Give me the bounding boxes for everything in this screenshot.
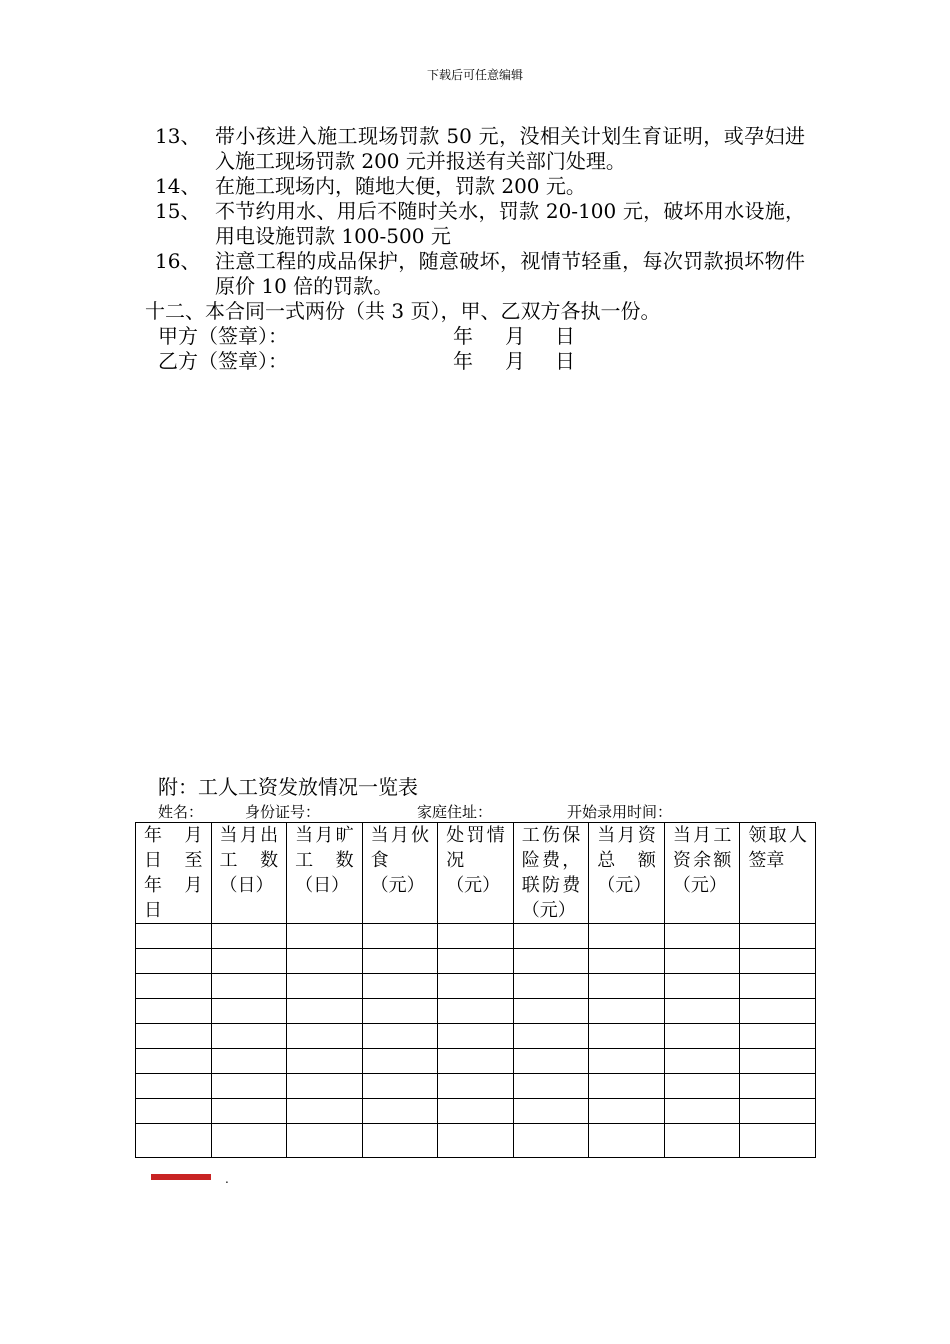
column-header-absence: 当月旷工 数（日） [287,823,363,924]
table-cell [589,1124,665,1158]
clause-number: 16、 [155,249,201,273]
column-header-total-wage: 当月资总 额（元） [589,823,665,924]
table-cell [136,1049,212,1074]
table-row [136,924,816,949]
table-cell [438,999,514,1024]
table-row [136,999,816,1024]
table-cell [513,974,589,999]
table-cell [513,1099,589,1124]
table-cell [211,924,287,949]
column-header-attendance: 当月出工 数（日） [211,823,287,924]
table-cell [211,1099,287,1124]
table-cell [287,1024,363,1049]
table-cell [664,974,740,999]
table-cell [362,974,438,999]
table-cell [287,1049,363,1074]
date-year: 年 [453,324,473,348]
table-cell [513,999,589,1024]
column-header-penalty: 处罚情况（元） [438,823,514,924]
table-cell [664,924,740,949]
info-address-label: 家庭住址： [417,803,493,821]
table-cell [438,949,514,974]
table-cell [589,1099,665,1124]
table-cell [362,999,438,1024]
table-cell [287,1124,363,1158]
table-cell [287,924,363,949]
info-name-label: 姓名： [158,803,204,821]
table-cell [664,1049,740,1074]
table-cell [513,949,589,974]
table-cell [211,1124,287,1158]
table-cell [513,1074,589,1099]
table-cell [664,1024,740,1049]
table-cell [287,1099,363,1124]
column-header-wage-balance: 当月工资余额（元） [664,823,740,924]
table-cell [740,1124,816,1158]
table-cell [136,924,212,949]
date-year: 年 [453,349,473,373]
clause-text: 注意工程的成品保护，随意破坏，视情节轻重，每次罚款损坏物件原价 10 倍的罚款。 [215,249,805,298]
table-row [136,974,816,999]
table-cell [589,924,665,949]
table-cell [287,1074,363,1099]
table-cell [589,1049,665,1074]
table-cell [211,974,287,999]
table-cell [362,1099,438,1124]
clause-number: 15、 [155,199,201,223]
party-b-signature: 乙方（签章）： [158,349,288,373]
table-cell [136,1099,212,1124]
date-day: 日 [555,324,575,348]
table-cell [438,924,514,949]
table-row [136,1049,816,1074]
table-cell [589,1074,665,1099]
table-cell [211,1074,287,1099]
column-header-meals: 当月伙食（元） [362,823,438,924]
table-cell [589,999,665,1024]
table-cell [211,949,287,974]
attachment-title: 附：工人工资发放情况一览表 [158,775,418,799]
table-cell [287,949,363,974]
table-cell [740,1099,816,1124]
table-cell [438,1124,514,1158]
clause-text: 在施工现场内，随地大便，罚款 200 元。 [215,174,586,198]
table-cell [740,1049,816,1074]
table-cell [740,1074,816,1099]
clause-12: 十二、本合同一式两份（共 3 页），甲、乙双方各执一份。 [145,299,661,323]
clause-text: 不节约用水、用后不随时关水，罚款 20-100 元，破坏用水设施，用电设施罚款 100-500 元 [215,199,805,248]
party-a-signature: 甲方（签章）： [158,324,288,348]
footer-red-bar [151,1174,211,1180]
table-cell [362,1024,438,1049]
info-start-date-label: 开始录用时间： [567,803,673,821]
table-cell [740,924,816,949]
table-cell [136,1024,212,1049]
table-cell [362,924,438,949]
table-cell [211,1049,287,1074]
table-cell [664,999,740,1024]
table-cell [211,999,287,1024]
table-row [136,949,816,974]
table-cell [136,1074,212,1099]
table-cell [740,974,816,999]
table-cell [513,1049,589,1074]
table-cell [740,1024,816,1049]
table-cell [362,949,438,974]
table-cell [513,924,589,949]
table-row [136,1124,816,1158]
date-month: 月 [505,324,525,348]
table-cell [664,949,740,974]
table-cell [589,1024,665,1049]
table-cell [438,1049,514,1074]
table-cell [438,1074,514,1099]
table-cell [589,974,665,999]
table-cell [136,1124,212,1158]
table-cell [513,1024,589,1049]
table-row [136,1024,816,1049]
table-cell [513,1124,589,1158]
table-cell [362,1074,438,1099]
footer-mark: . [225,1172,229,1186]
date-day: 日 [555,349,575,373]
table-cell [438,1024,514,1049]
clause-number: 14、 [155,174,201,198]
wage-table [135,822,816,1158]
info-id-label: 身份证号： [245,803,321,821]
table-cell [211,1024,287,1049]
table-cell [589,949,665,974]
table-cell [136,949,212,974]
table-cell [287,974,363,999]
table-cell [740,999,816,1024]
table-cell [664,1124,740,1158]
table-row [136,1099,816,1124]
table-cell [287,999,363,1024]
clause-text: 带小孩进入施工现场罚款 50 元，没相关计划生育证明，或孕妇进入施工现场罚款 200 元并报送有关部门处理。 [215,124,805,173]
table-cell [664,1099,740,1124]
table-cell [362,1049,438,1074]
clause-number: 13、 [155,124,201,148]
date-month: 月 [505,349,525,373]
column-header-period: 年 月日 至年 月日 [136,823,212,924]
table-cell [362,1124,438,1158]
table-cell [664,1074,740,1099]
table-cell [740,949,816,974]
table-cell [438,1099,514,1124]
table-cell [136,974,212,999]
table-cell [438,974,514,999]
column-header-insurance: 工伤保险费，联防费（元） [513,823,589,924]
table-row [136,1074,816,1099]
table-header-row [136,823,816,924]
header-note: 下载后可任意编辑 [426,68,523,82]
table-cell [136,999,212,1024]
column-header-recipient-signature: 领取人签章 [740,823,816,924]
